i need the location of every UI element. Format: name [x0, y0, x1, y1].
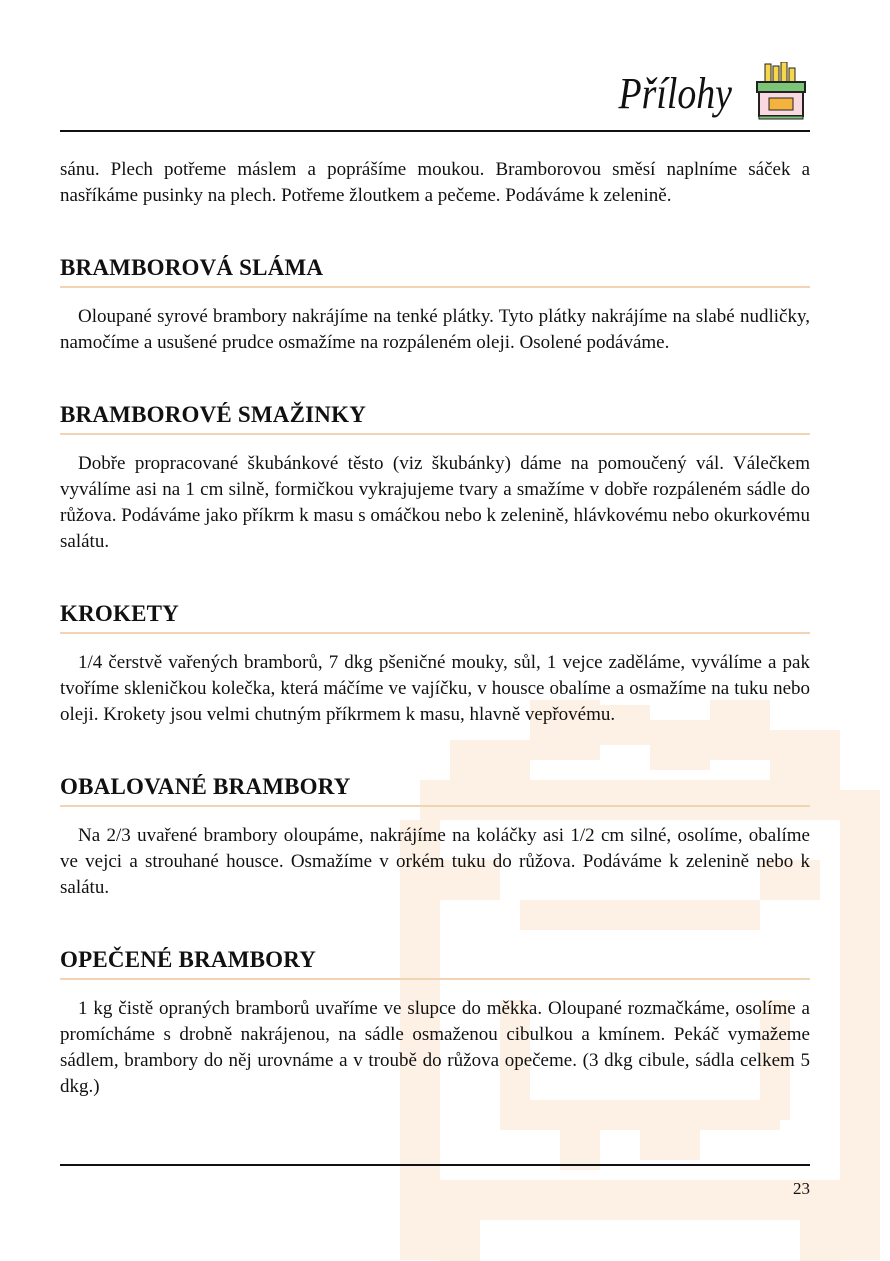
recipe-text: Na 2/3 uvařené brambory oloupáme, nakrájíme na koláčky asi 1/2 cm silné, osolíme, obalíme ve vejci a strouhané housce. Osmažíme v orkém tuku do růžova. Podáváme k zelenině nebo k salátu.: [60, 825, 810, 898]
fries-icon: [753, 62, 809, 120]
footer-divider: [60, 1164, 810, 1166]
page-title: Přílohy: [618, 69, 732, 118]
recipe-section: [60, 599, 810, 728]
header-divider: [60, 130, 810, 132]
recipe-text: 1 kg čistě opraných bramborů uvaříme ve slupce do měkka. Oloupané rozmačkáme, osolíme a promícháme s drobně nakrájenou, na sádle osmaženou cibulkou a kmínem. Pekáč vymažeme sádlem, brambory do něj urovnáme a v troubě do růžova opečeme. (3 dkg cibule, sádla celkem 5 dkg.): [60, 998, 810, 1097]
intro-paragraph: sánu. Plech potřeme máslem a poprášíme moukou. Bramborovou směsí naplníme sáček a nasříkáme pusinky na plech. Potřeme žloutkem a pečeme. Podáváme k zelenině.: [60, 159, 810, 206]
recipe-content: [60, 157, 810, 1100]
recipe-heading: BRAMBOROVÉ SMAŽINKY: [60, 400, 810, 435]
page-number: 23: [793, 1179, 810, 1198]
recipe-heading: KROKETY: [60, 599, 810, 634]
recipe-section: [60, 772, 810, 901]
recipe-text: Oloupané syrové brambory nakrájíme na tenké plátky. Tyto plátky nakrájíme na slabé nudličky, namočíme a usušené prudce osmažíme na rozpáleném oleji. Osolené podáváme.: [60, 306, 810, 353]
recipe-heading: OPEČENÉ BRAMBORY: [60, 945, 810, 980]
recipe-section: [60, 945, 810, 1100]
recipe-section: [60, 253, 810, 356]
recipe-heading: BRAMBOROVÁ SLÁMA: [60, 253, 810, 288]
recipe-text: 1/4 čerstvě vařených bramborů, 7 dkg pšeničné mouky, sůl, 1 vejce zaděláme, vyválíme a pak tvoříme skleničkou kolečka, která máčíme ve vajíčku, v housce obalíme a osmažíme na tuku nebo oleji. Krokety jsou velmi chutným příkrmem k masu, hlavně vepřovému.: [60, 652, 810, 725]
recipe-text: Dobře propracované škubánkové těsto (viz škubánky) dáme na pomoučený vál. Válečkem vyválíme asi na 1 cm silně, formičkou vykrajujeme tvary a smažíme v dobře rozpáleném sádle do růžova. Podáváme jako příkrm k masu s omáčkou nebo k zelenině, hlávkovému nebo okurkovému salátu.: [60, 453, 810, 552]
recipe-heading: OBALOVANÉ BRAMBORY: [60, 772, 810, 807]
recipe-section: [60, 400, 810, 555]
